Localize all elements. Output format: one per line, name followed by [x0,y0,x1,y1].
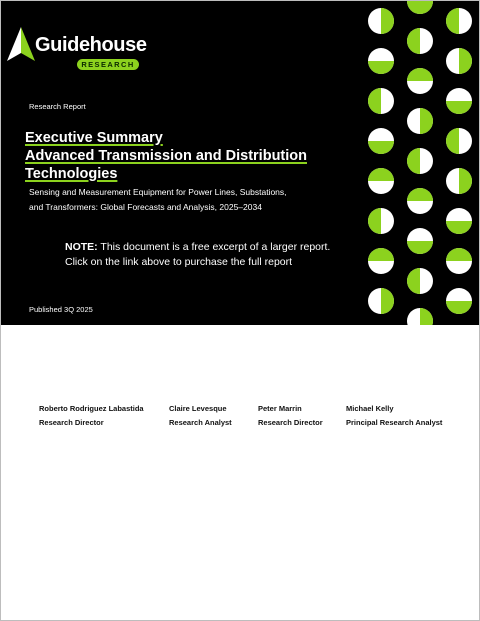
pattern-circle [407,1,433,14]
note-text-1: This document is a free excerpt of a larger report. [100,241,331,253]
pattern-circle [407,228,433,254]
cover-panel [1,1,479,325]
pattern-circle [446,8,472,34]
pattern-circle [407,28,433,54]
pattern-circle [446,288,472,314]
author-name: Peter Marrin [258,404,302,413]
pattern-circle [407,148,433,174]
author-2 [169,402,232,430]
logo-wordmark: Guidehouse [35,34,147,56]
author-role: Research Director [258,418,323,427]
title-line-1: Executive Summary [25,130,163,146]
published-date: Published 3Q 2025 [29,305,93,314]
pattern-circle [368,128,394,154]
author-name: Claire Levesque [169,404,227,413]
pattern-circle [407,108,433,134]
title-line-3: Technologies [25,166,118,182]
pattern-circle [446,88,472,114]
logo-division-badge: RESEARCH [77,59,139,70]
report-type-label: Research Report [29,102,86,111]
subtitle-line-1: Sensing and Measurement Equipment for Power Lines, Substations, [29,187,287,197]
excerpt-note [65,240,345,270]
pattern-circle [368,88,394,114]
pattern-circle [407,268,433,294]
report-subtitle [29,185,329,215]
author-name: Michael Kelly [346,404,394,413]
pattern-circle [446,248,472,274]
pattern-circle [407,188,433,214]
pattern-circle [446,168,472,194]
author-4 [346,402,442,430]
logo-mark-icon [7,27,35,63]
pattern-circle [446,208,472,234]
pattern-circle [368,8,394,34]
author-role: Research Analyst [169,418,232,427]
note-label: NOTE: [65,241,98,253]
pattern-circle [368,168,394,194]
report-title [25,129,345,183]
pattern-circle [368,48,394,74]
pattern-circle [368,248,394,274]
pattern-circle [407,308,433,325]
author-role: Principal Research Analyst [346,418,443,427]
note-text-2: Click on the link above to purchase the full report [65,256,293,268]
pattern-circle [446,128,472,154]
guidehouse-logo [7,27,147,73]
author-3 [258,402,323,430]
decorative-circle-pattern [361,1,479,325]
subtitle-line-2: and Transformers: Global Forecasts and Analysis, 2025–2034 [29,202,262,212]
author-role: Research Director [39,418,104,427]
pattern-circle [368,208,394,234]
pattern-circle [368,288,394,314]
pattern-circle [446,48,472,74]
title-line-2: Advanced Transmission and Distribution [25,148,307,164]
author-name: Roberto Rodriguez Labastida [39,404,144,413]
author-1 [39,402,144,430]
pattern-circle [407,68,433,94]
